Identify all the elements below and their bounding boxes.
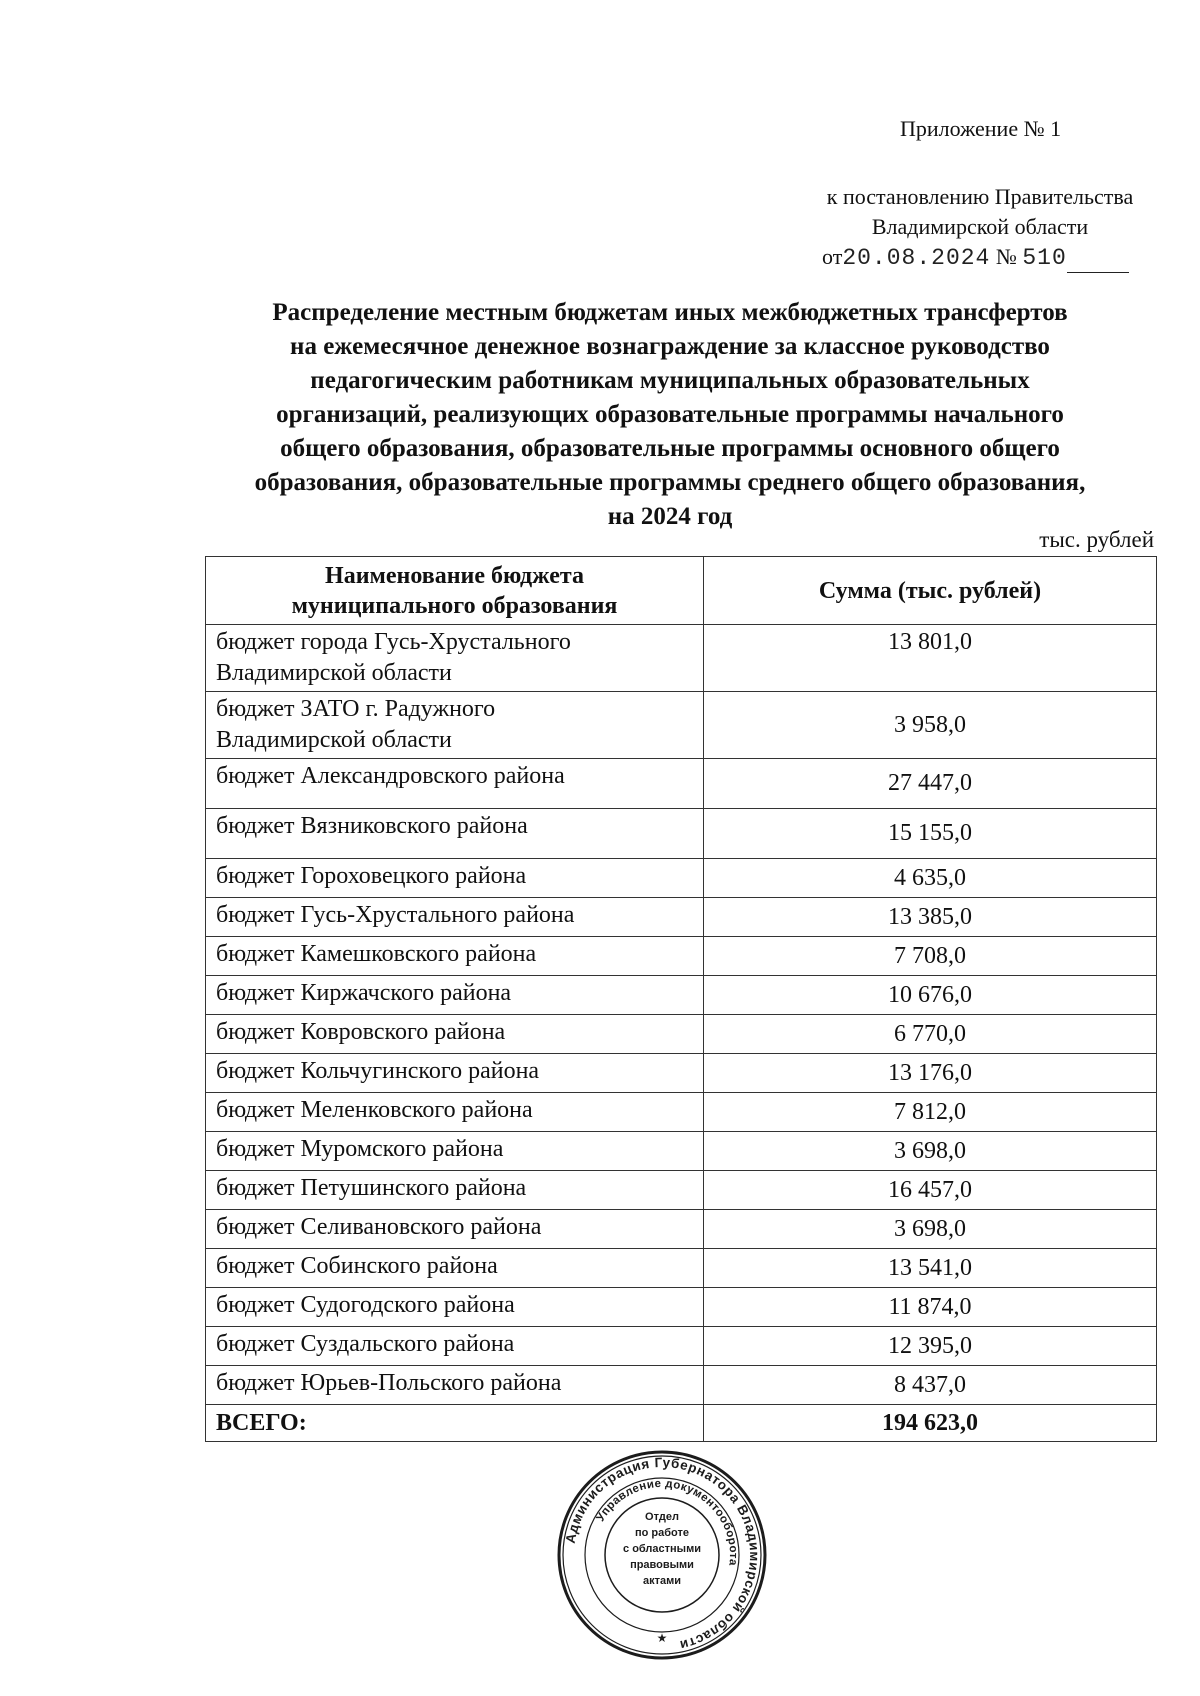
budget-sum-cell: 13 176,0 [704, 1054, 1157, 1093]
resolution-line-1: к постановлению Правительства [826, 184, 1134, 209]
stamp-outer-text: Администрация Губернатора Владимирской области [562, 1454, 763, 1654]
budget-sum-cell: 27 447,0 [704, 759, 1157, 809]
budget-sum-cell: 6 770,0 [704, 1015, 1157, 1054]
budget-sum-cell: 7 708,0 [704, 937, 1157, 976]
heading-line: педагогическим работникам муниципальных образовательных [310, 367, 1030, 394]
table-row [206, 1132, 1157, 1171]
date-prefix: от [822, 244, 843, 269]
budget-name-line-2: Владимирской области [216, 660, 452, 686]
budget-name-line-2: Владимирской области [216, 727, 452, 753]
budget-sum-cell: 3 698,0 [704, 1132, 1157, 1171]
budget-sum-cell: 7 812,0 [704, 1093, 1157, 1132]
table-row [206, 759, 1157, 809]
heading-line: на ежемесячное денежное вознаграждение за классное руководство [290, 333, 1050, 360]
budget-name-cell [206, 692, 704, 759]
table-row [206, 1171, 1157, 1210]
resolution-date-line [810, 242, 1150, 273]
table-row [206, 898, 1157, 937]
budget-sum-cell: 13 541,0 [704, 1249, 1157, 1288]
budget-name-line-1: бюджет ЗАТО г. Радужного [216, 696, 496, 722]
budget-name-cell: бюджет Гусь-Хрустального района [206, 898, 704, 937]
budget-name-cell: бюджет Юрьев-Польского района [206, 1366, 704, 1405]
heading-line: Распределение местным бюджетам иных межбюджетных трансфертов [272, 299, 1068, 326]
budget-name-cell: бюджет Кольчугинского района [206, 1054, 704, 1093]
table-row [206, 1210, 1157, 1249]
table-row [206, 976, 1157, 1015]
budget-name-cell: бюджет Собинского района [206, 1249, 704, 1288]
budget-name-cell: бюджет Вязниковского района [206, 809, 704, 859]
appendix-title: Приложение № 1 [900, 116, 1062, 141]
total-sum: 194 623,0 [704, 1405, 1157, 1442]
stamp-inner-line: с областными [623, 1543, 701, 1555]
table-header-row [206, 557, 1157, 625]
budget-name-cell: бюджет Судогодского района [206, 1288, 704, 1327]
stamp-inner-line: Отдел [645, 1511, 679, 1523]
budget-sum-cell: 4 635,0 [704, 859, 1157, 898]
budget-name-cell: бюджет Ковровского района [206, 1015, 704, 1054]
resolution-number: 510 [1022, 245, 1067, 271]
table-row [206, 1327, 1157, 1366]
budget-name-cell: бюджет Камешковского района [206, 937, 704, 976]
budget-name-cell: бюджет Александровского района [206, 759, 704, 809]
budget-sum-cell: 13 385,0 [704, 898, 1157, 937]
number-prefix: № [995, 244, 1017, 269]
budget-distribution-table [205, 556, 1157, 1442]
units-note: тыс. рублей [1039, 527, 1154, 552]
budget-sum-cell: 11 874,0 [704, 1288, 1157, 1327]
budget-sum-cell: 13 801,0 [704, 625, 1157, 692]
resolution-date: 20.08.2024 [842, 245, 991, 271]
budget-name-cell: бюджет Меленковского района [206, 1093, 704, 1132]
heading-line: на 2024 год [607, 503, 733, 530]
column-header-name-line-1: Наименование бюджета [325, 562, 584, 589]
stamp-inner-line: правовыми [630, 1559, 694, 1571]
resolution-line-2: Владимирской области [871, 214, 1089, 239]
heading-line: организаций, реализующих образовательные программы начального [276, 401, 1064, 428]
total-row [206, 1405, 1157, 1442]
table-row [206, 1093, 1157, 1132]
table-row [206, 625, 1157, 692]
budget-sum-cell: 16 457,0 [704, 1171, 1157, 1210]
budget-sum-cell: 10 676,0 [704, 976, 1157, 1015]
stamp-middle-text: Управление документооборота [594, 1477, 740, 1567]
underline-blank [1067, 246, 1129, 273]
total-label: ВСЕГО: [206, 1405, 704, 1442]
document-heading [170, 296, 1170, 534]
budget-sum-cell: 3 958,0 [704, 692, 1157, 759]
budget-name-line-1: бюджет города Гусь-Хрустального [216, 629, 571, 655]
table-row [206, 859, 1157, 898]
budget-sum-cell: 3 698,0 [704, 1210, 1157, 1249]
budget-name-cell: бюджет Киржачского района [206, 976, 704, 1015]
table-row [206, 1249, 1157, 1288]
official-stamp [556, 1449, 768, 1661]
table-row [206, 809, 1157, 859]
budget-name-cell: бюджет Гороховецкого района [206, 859, 704, 898]
table-row [206, 692, 1157, 759]
column-header-sum: Сумма (тыс. рублей) [704, 557, 1157, 625]
stamp-star-icon: ★ [656, 1631, 668, 1645]
table-row [206, 1366, 1157, 1405]
heading-line: образования, образовательные программы среднего общего образования, [254, 469, 1086, 496]
table-row [206, 1288, 1157, 1327]
column-header-name-line-2: муниципального образования [291, 592, 618, 619]
budget-sum-cell: 8 437,0 [704, 1366, 1157, 1405]
table-row [206, 937, 1157, 976]
stamp-inner-line: актами [642, 1575, 682, 1587]
table-row [206, 1015, 1157, 1054]
stamp-inner-line: по работе [634, 1527, 689, 1539]
table-row [206, 1054, 1157, 1093]
budget-sum-cell: 15 155,0 [704, 809, 1157, 859]
budget-name-cell: бюджет Муромского района [206, 1132, 704, 1171]
budget-name-cell: бюджет Суздальского района [206, 1327, 704, 1366]
budget-name-cell: бюджет Петушинского района [206, 1171, 704, 1210]
budget-name-cell: бюджет Селивановского района [206, 1210, 704, 1249]
resolution-reference [810, 182, 1150, 273]
budget-name-cell [206, 625, 704, 692]
heading-line: общего образования, образовательные программы основного общего [280, 435, 1060, 462]
column-header-budget-name [206, 557, 704, 625]
budget-sum-cell: 12 395,0 [704, 1327, 1157, 1366]
stamp-center-text [612, 1509, 712, 1589]
